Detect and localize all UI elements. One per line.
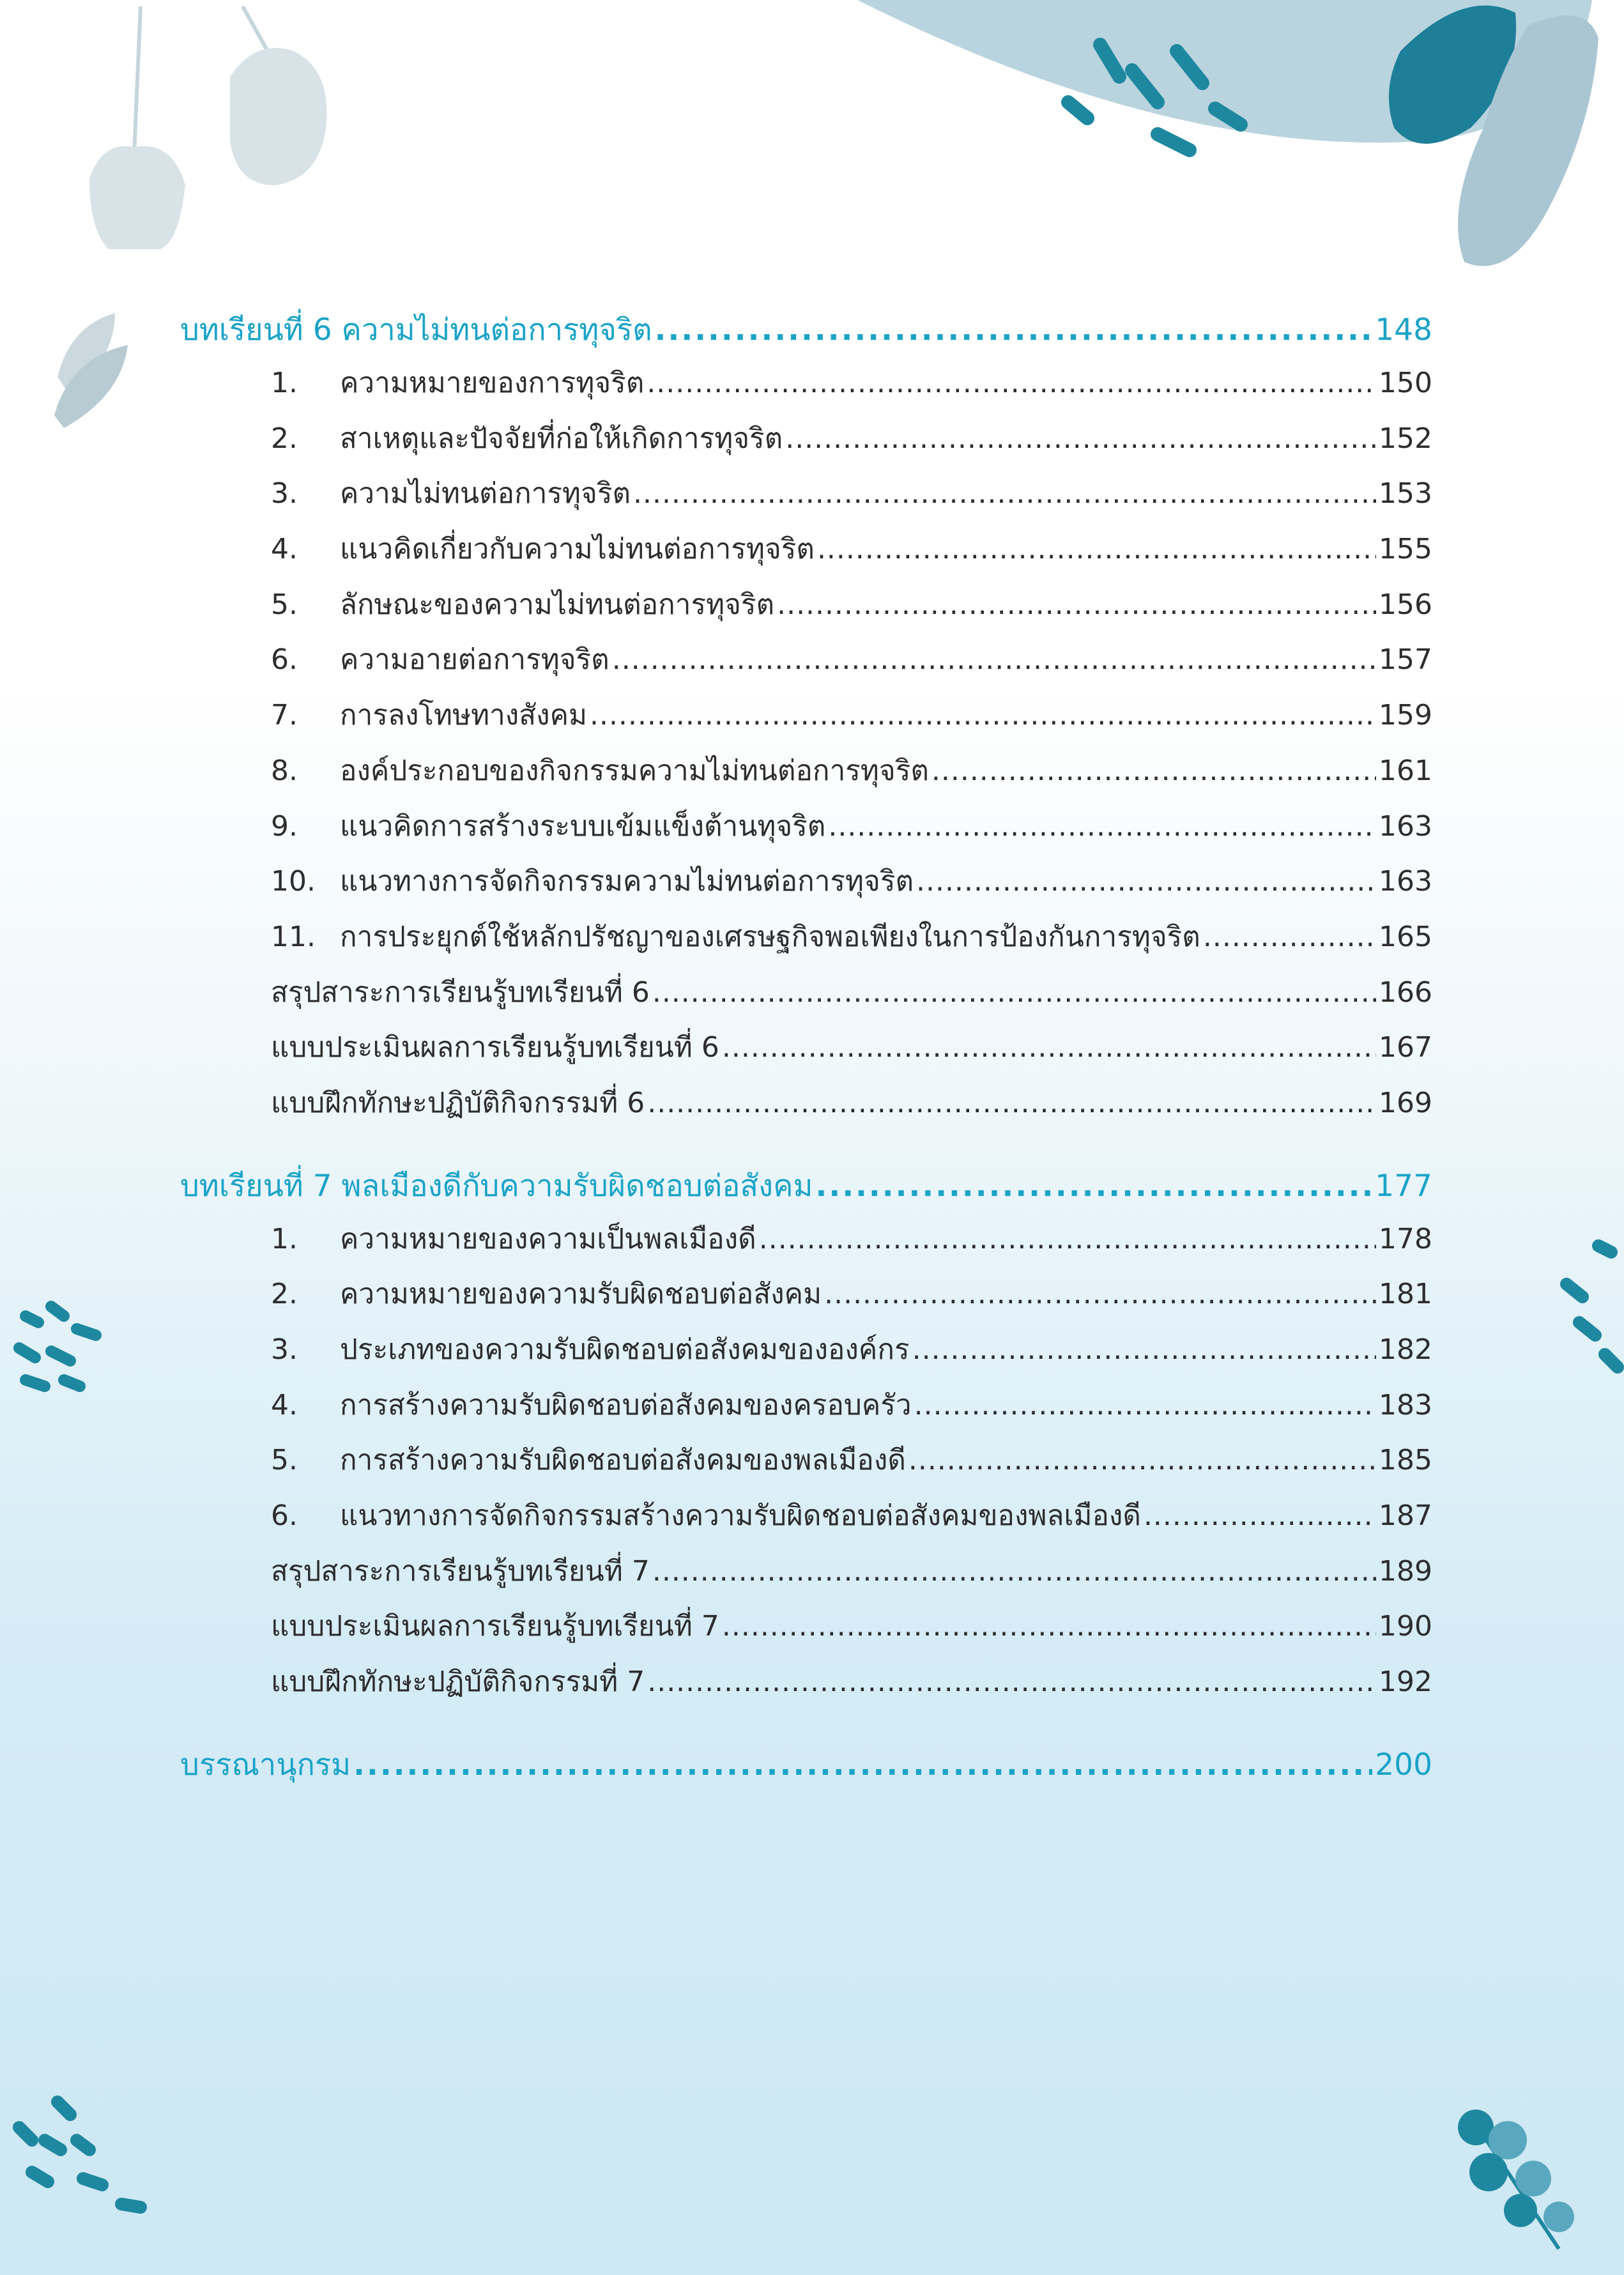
entry-page: 150 [1379, 367, 1432, 399]
toc-entry[interactable] [180, 1327, 1432, 1383]
dot-leader [759, 1223, 1376, 1255]
entry-page: 166 [1379, 976, 1432, 1009]
dot-leader [1144, 1499, 1376, 1532]
toc-entry[interactable] [180, 748, 1432, 804]
entry-page: 155 [1379, 533, 1432, 566]
dot-leader [1203, 921, 1376, 953]
entry-page: 159 [1379, 699, 1432, 732]
chapter-6-page: 148 [1375, 312, 1432, 348]
dot-leader [817, 533, 1376, 565]
entry-number: 6. [271, 1499, 298, 1533]
toc-entry-summary[interactable] [180, 1549, 1432, 1604]
chapter-7-title: บทเรียนที่ 7 พลเมืองดีกับความรับผิดชอบต่อสังคม [180, 1168, 813, 1204]
entry-page: 161 [1379, 754, 1432, 787]
entry-label: แบบฝึกทักษะปฏิบัติกิจกรรมที่ 7 [271, 1666, 645, 1699]
toc-entry[interactable] [180, 1383, 1432, 1438]
dot-leader [824, 1278, 1376, 1310]
entry-number: 3. [271, 477, 298, 510]
entry-number: 1. [271, 367, 298, 399]
dot-leader [931, 755, 1376, 787]
entry-label: สรุปสาระการเรียนรู้บทเรียนที่ 6 [271, 976, 650, 1009]
entry-page: 189 [1379, 1554, 1432, 1588]
entry-label: ความหมายของความรับผิดชอบต่อสังคม [340, 1278, 822, 1311]
entry-page: 169 [1379, 1086, 1432, 1119]
toc-entry[interactable] [180, 582, 1432, 638]
entry-label: แนวทางการจัดกิจกรรมสร้างความรับผิดชอบต่อสังคมของพลเมืองดี [340, 1499, 1141, 1533]
dot-leader [652, 1555, 1376, 1588]
entry-page: 167 [1379, 1031, 1432, 1064]
entry-page: 156 [1379, 588, 1432, 621]
entry-label: การลงโทษทางสังคม [340, 699, 588, 732]
toc-entry[interactable] [180, 360, 1432, 416]
dot-leader [828, 810, 1376, 843]
entry-page: 178 [1379, 1222, 1432, 1255]
entry-label: สรุปสาระการเรียนรู้บทเรียนที่ 7 [271, 1554, 650, 1588]
dot-leader [652, 976, 1376, 1009]
dot-leader [722, 1031, 1376, 1064]
right-dots-decoration [1554, 1227, 1624, 1393]
entry-number: 11. [271, 920, 316, 953]
dot-leader [633, 477, 1376, 510]
toc-entry-assessment[interactable] [180, 1604, 1432, 1659]
toc-entry-assessment[interactable] [180, 1025, 1432, 1080]
toc-entry[interactable] [180, 804, 1432, 859]
entry-page: 163 [1379, 865, 1432, 898]
entry-page: 182 [1379, 1333, 1432, 1366]
dot-leader [777, 588, 1376, 621]
entry-label: แนวคิดเกี่ยวกับความไม่ทนต่อการทุจริต [340, 533, 815, 566]
entry-number: 2. [271, 422, 298, 455]
dot-leader [914, 1389, 1376, 1421]
toc-entry[interactable] [180, 1437, 1432, 1493]
entry-page: 163 [1379, 809, 1432, 843]
entry-page: 153 [1379, 477, 1432, 510]
entry-page: 165 [1379, 920, 1432, 953]
table-of-contents [180, 305, 1432, 1795]
bibliography-title: บรรณานุกรม [180, 1747, 351, 1782]
bibliography-heading[interactable] [180, 1740, 1432, 1795]
entry-label: แนวคิดการสร้างระบบเข้มแข็งต้านทุจริต [340, 809, 826, 843]
bottom-right-plant-decoration [1450, 2102, 1591, 2268]
entry-page: 185 [1379, 1444, 1432, 1477]
entry-label: ลักษณะของความไม่ทนต่อการทุจริต [340, 588, 775, 621]
entry-number: 9. [271, 809, 298, 843]
toc-entry[interactable] [180, 859, 1432, 914]
chapter-6-heading[interactable] [180, 305, 1432, 360]
entry-number: 4. [271, 1388, 298, 1421]
toc-entry[interactable] [180, 1493, 1432, 1549]
entry-label: แบบประเมินผลการเรียนรู้บทเรียนที่ 7 [271, 1610, 719, 1643]
entry-number: 2. [271, 1278, 298, 1311]
entry-number: 10. [271, 865, 316, 898]
dot-leader [916, 865, 1376, 898]
top-flowers-decoration [64, 0, 511, 268]
toc-entry[interactable] [180, 526, 1432, 582]
top-right-leaves-decoration [857, 0, 1624, 281]
dot-leader [647, 367, 1376, 399]
entry-page: 152 [1379, 422, 1432, 455]
entry-number: 5. [271, 1444, 298, 1477]
toc-entry[interactable] [180, 1216, 1432, 1272]
entry-label: ความไม่ทนต่อการทุจริต [340, 477, 631, 510]
dot-leader [655, 312, 1373, 348]
entry-page: 157 [1379, 643, 1432, 677]
toc-entry[interactable] [180, 637, 1432, 693]
entry-number: 3. [271, 1333, 298, 1366]
dot-leader [353, 1747, 1372, 1782]
entry-label: ความหมายของการทุจริต [340, 367, 645, 399]
toc-entry-exercise[interactable] [180, 1659, 1432, 1715]
bibliography-page: 200 [1375, 1747, 1432, 1782]
dot-leader [722, 1610, 1376, 1643]
dot-leader [785, 422, 1376, 455]
toc-entry[interactable] [180, 416, 1432, 471]
bottom-left-dots-decoration [6, 2089, 160, 2230]
entry-number: 8. [271, 754, 298, 787]
entry-label: การประยุกต์ใช้หลักปรัชญาของเศรษฐกิจพอเพียงในการป้องกันการทุจริต [340, 920, 1200, 953]
entry-label: แบบฝึกทักษะปฏิบัติกิจกรรมที่ 6 [271, 1086, 645, 1119]
entry-label: องค์ประกอบของกิจกรรมความไม่ทนต่อการทุจริต [340, 754, 929, 787]
entry-label: แบบประเมินผลการเรียนรู้บทเรียนที่ 6 [271, 1031, 719, 1064]
entry-label: ประเภทของความรับผิดชอบต่อสังคมขององค์กร [340, 1333, 910, 1366]
dot-leader [612, 643, 1376, 676]
chapter-7-page: 177 [1375, 1168, 1432, 1204]
toc-entry[interactable] [180, 471, 1432, 526]
entry-label: การสร้างความรับผิดชอบต่อสังคมของพลเมืองดี [340, 1444, 906, 1477]
entry-number: 1. [271, 1222, 298, 1255]
toc-entry[interactable] [180, 693, 1432, 748]
entry-label: ความอายต่อการทุจริต [340, 643, 609, 677]
entry-page: 183 [1379, 1388, 1432, 1421]
entry-number: 6. [271, 643, 298, 677]
dot-leader [912, 1333, 1376, 1366]
dot-leader [590, 699, 1376, 732]
entry-page: 187 [1379, 1499, 1432, 1533]
dot-leader [647, 1087, 1376, 1119]
entry-page: 192 [1379, 1666, 1432, 1699]
dot-leader [647, 1666, 1376, 1698]
chapter-6-title: บทเรียนที่ 6 ความไม่ทนต่อการทุจริต [180, 312, 652, 348]
toc-entry[interactable] [180, 1271, 1432, 1327]
dot-leader [816, 1168, 1373, 1204]
dot-leader [908, 1444, 1376, 1476]
entry-number: 5. [271, 588, 298, 621]
entry-number: 4. [271, 533, 298, 566]
entry-label: แนวทางการจัดกิจกรรมความไม่ทนต่อการทุจริต [340, 865, 914, 898]
toc-entry[interactable] [180, 914, 1432, 970]
small-leaf-decoration [45, 300, 141, 428]
toc-entry-summary[interactable] [180, 970, 1432, 1025]
entry-label: ความหมายของความเป็นพลเมืองดี [340, 1222, 756, 1255]
entry-label: การสร้างความรับผิดชอบต่อสังคมของครอบครัว [340, 1388, 912, 1421]
entry-page: 190 [1379, 1610, 1432, 1643]
toc-entry-exercise[interactable] [180, 1080, 1432, 1136]
entry-label: สาเหตุและปัจจัยที่ก่อให้เกิดการทุจริต [340, 422, 783, 455]
entry-page: 181 [1379, 1278, 1432, 1311]
left-dots-decoration [6, 1291, 109, 1406]
chapter-7-heading[interactable] [180, 1161, 1432, 1216]
entry-number: 7. [271, 699, 298, 732]
